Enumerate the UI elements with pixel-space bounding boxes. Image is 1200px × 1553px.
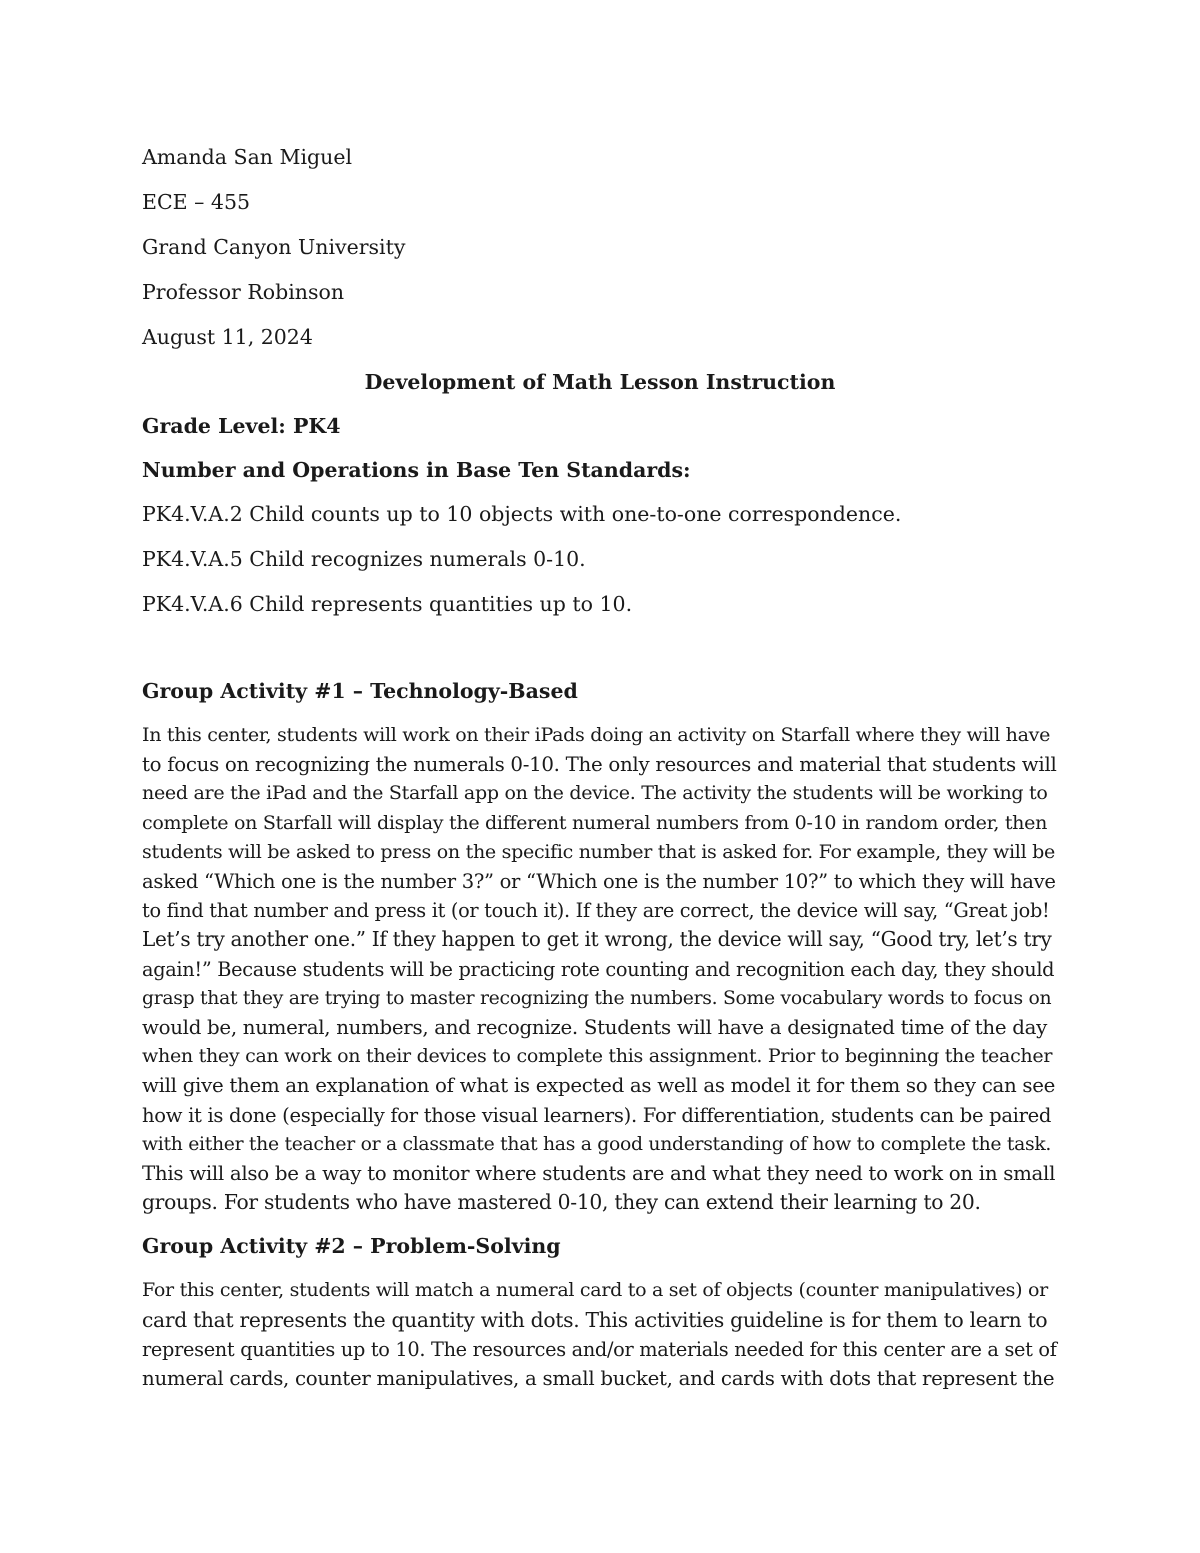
paragraph-line: students will be asked to press on the specific number that is asked for. For example, they will be bbox=[142, 840, 1055, 863]
paragraph-line: complete on Starfall will display the different numeral numbers from 0-10 in random order, then bbox=[142, 811, 1048, 834]
document-date: August 11, 2024 bbox=[142, 325, 313, 349]
paragraph-line: to find that number and press it (or touch it). If they are correct, the device will say, “Great job! bbox=[142, 899, 1050, 923]
paragraph-line: numeral cards, counter manipulatives, a small bucket, and cards with dots that represent the bbox=[142, 1367, 1055, 1391]
paragraph-line: represent quantities up to 10. The resources and/or materials needed for this center are a set of bbox=[142, 1337, 1057, 1361]
activity2-paragraph bbox=[142, 1276, 1058, 1393]
paragraph-line: card that represents the quantity with dots. This activities guideline is for them to learn to bbox=[142, 1307, 1048, 1332]
activity1-paragraph bbox=[142, 721, 1058, 1217]
paragraph-line: when they can work on their devices to complete this assignment. Prior to beginning the teacher bbox=[142, 1045, 1053, 1068]
paragraph-line: need are the iPad and the Starfall app on the device. The activity the students will be working to bbox=[142, 782, 1048, 805]
paragraph-line: asked “Which one is the number 3?” or “Which one is the number 10?” to which they will have bbox=[142, 870, 1056, 894]
paragraph-line: will give them an explanation of what is expected as well as model it for them so they can see bbox=[142, 1074, 1056, 1098]
author-name: Amanda San Miguel bbox=[142, 145, 353, 169]
paragraph-line: This will also be a way to monitor where students are and what they need to work on in small bbox=[142, 1162, 1056, 1186]
paragraph-line: to focus on recognizing the numerals 0-10. The only resources and material that students will bbox=[142, 753, 1057, 777]
standard-item: PK4.V.A.6 Child represents quantities up to 10. bbox=[142, 592, 633, 616]
paragraph-line: how it is done (especially for those visual learners). For differentiation, students can be paired bbox=[142, 1103, 1052, 1127]
standards-heading: Number and Operations in Base Ten Standards: bbox=[142, 458, 691, 482]
paragraph-line: For this center, students will match a numeral card to a set of objects (counter manipulatives) or bbox=[142, 1279, 1048, 1302]
professor-name: Professor Robinson bbox=[142, 280, 345, 304]
paragraph-line: groups. For students who have mastered 0-10, they can extend their learning to 20. bbox=[142, 1190, 981, 1215]
university-name: Grand Canyon University bbox=[142, 235, 406, 259]
paragraph-line: Let’s try another one.” If they happen to get it wrong, the device will say, “Good try, let’s try bbox=[142, 927, 1052, 952]
paragraph-line: again!” Because students will be practicing rote counting and recognition each day, they should bbox=[142, 957, 1055, 981]
standard-item: PK4.V.A.5 Child recognizes numerals 0-10. bbox=[142, 547, 586, 571]
grade-level: Grade Level: PK4 bbox=[142, 414, 341, 438]
course-code: ECE – 455 bbox=[142, 190, 251, 214]
activity1-heading: Group Activity #1 – Technology-Based bbox=[142, 679, 578, 703]
document-title: Development of Math Lesson Instruction bbox=[364, 370, 836, 394]
paragraph-line: grasp that they are trying to master recognizing the numbers. Some vocabulary words to focus on bbox=[142, 987, 1052, 1009]
document-body bbox=[142, 143, 1058, 1408]
paragraph-line: would be, numeral, numbers, and recognize. Students will have a designated time of the day bbox=[142, 1016, 1047, 1040]
activity2-heading: Group Activity #2 – Problem-Solving bbox=[142, 1234, 561, 1259]
standard-item: PK4.V.A.2 Child counts up to 10 objects with one-to-one correspondence. bbox=[142, 502, 902, 526]
paragraph-line: with either the teacher or a classmate that has a good understanding of how to complete the task. bbox=[142, 1133, 1052, 1155]
paragraph-line: In this center, students will work on their iPads doing an activity on Starfall where they will have bbox=[142, 724, 1051, 746]
